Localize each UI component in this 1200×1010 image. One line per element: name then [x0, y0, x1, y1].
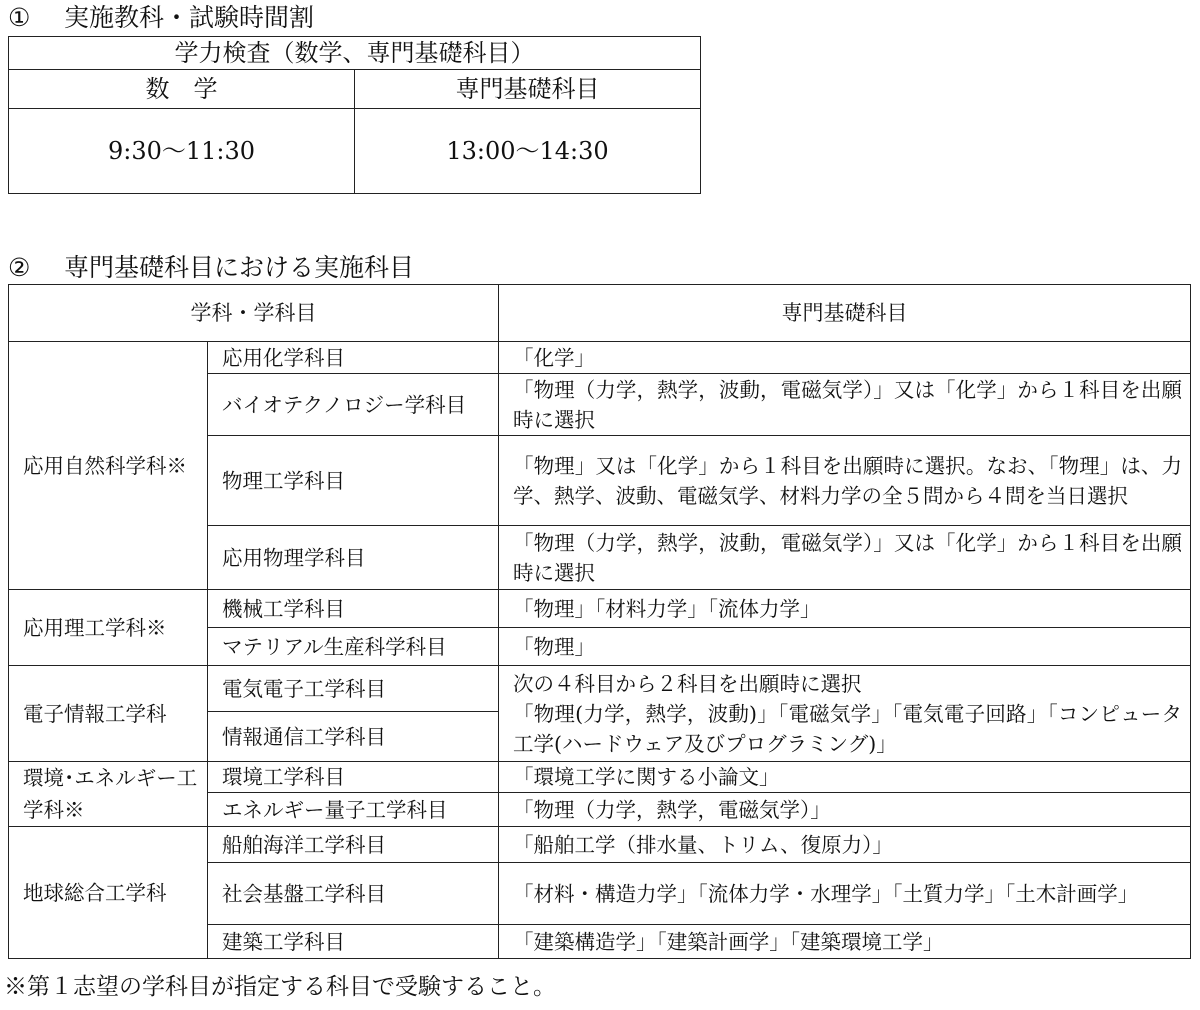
subdepartment-cell: 電気電子工学科目: [208, 666, 499, 712]
subdepartment-cell: 環境工学科目: [208, 762, 499, 793]
department-applied-natural-science: 応用自然科学科※: [9, 342, 208, 590]
subdepartment-cell: 建築工学科目: [208, 925, 499, 959]
subdepartment-cell: マテリアル生産科学科目: [208, 628, 499, 666]
column-math: 数 学: [9, 70, 355, 109]
subjects-cell: 「物理（力学，熱学，波動，電磁気学）」又は「化学」から１科目を出願時に選択: [499, 374, 1191, 436]
subdepartment-cell: 物理工学科目: [208, 436, 499, 526]
subdepartment-cell: 社会基盤工学科目: [208, 863, 499, 925]
timetable: [8, 36, 701, 194]
subjects-cell: 「船舶工学（排水量、トリム、復原力）」: [499, 827, 1191, 863]
department-applied-science-engineering: 応用理工学科※: [9, 590, 208, 666]
header-subjects: 専門基礎科目: [499, 285, 1191, 342]
subjects-cell: 次の４科目から２科目を出願時に選択 「物理(力学，熱学，波動)」「電磁気学」「電気電子回路」「コンピュータ工学(ハードウェア及びプログラミング)」: [499, 666, 1191, 762]
time-math: 9:30～11:30: [9, 109, 355, 194]
subjects-cell: 「物理」: [499, 628, 1191, 666]
section-2-heading: [8, 254, 414, 282]
subjects-cell: 「環境工学に関する小論文」: [499, 762, 1191, 793]
timetable-header: 学力検査（数学、専門基礎科目）: [9, 37, 701, 70]
subdepartment-cell: 機械工学科目: [208, 590, 499, 628]
column-specialized: 専門基礎科目: [355, 70, 701, 109]
table-row: [9, 666, 1191, 712]
subdepartment-cell: エネルギー量子工学科目: [208, 793, 499, 827]
table-row: [9, 590, 1191, 628]
table-row: [9, 342, 1191, 374]
subjects-table: [8, 284, 1191, 959]
table-header-row: [9, 285, 1191, 342]
subjects-cell: 「材料・構造力学」「流体力学・水理学」「土質力学」「土木計画学」: [499, 863, 1191, 925]
subjects-cell: 「物理」「材料力学」「流体力学」: [499, 590, 1191, 628]
department-environment-energy: 環境･エネルギー工学科※: [9, 762, 208, 827]
subdepartment-cell: 船舶海洋工学科目: [208, 827, 499, 863]
subjects-cell: 「物理」又は「化学」から１科目を出願時に選択。なお、「物理」は、力学、熱学、波動、電磁気学、材料力学の全５問から４問を当日選択: [499, 436, 1191, 526]
section-2-number: ②: [8, 253, 31, 282]
subdepartment-cell: 応用物理学科目: [208, 526, 499, 590]
section-1-heading: [8, 4, 314, 32]
department-global-architecture: 地球総合工学科: [9, 827, 208, 959]
subjects-cell: 「建築構造学」「建築計画学」「建築環境工学」: [499, 925, 1191, 959]
subjects-cell: 「化学」: [499, 342, 1191, 374]
department-electronic-information: 電子情報工学科: [9, 666, 208, 762]
section-1-title: 実施教科・試験時間割: [64, 3, 315, 32]
header-department: 学科・学科目: [9, 285, 499, 342]
table-row: [9, 762, 1191, 793]
subdepartment-cell: バイオテクノロジー学科目: [208, 374, 499, 436]
table-row: [9, 827, 1191, 863]
section-2-title: 専門基礎科目における実施科目: [64, 253, 415, 282]
time-specialized: 13:00～14:30: [355, 109, 701, 194]
subdepartment-cell: 情報通信工学科目: [208, 712, 499, 762]
subdepartment-cell: 応用化学科目: [208, 342, 499, 374]
footnote: ※第１志望の学科目が指定する科目で受験すること。: [4, 974, 556, 1000]
subjects-cell: 「物理（力学，熱学，電磁気学）」: [499, 793, 1191, 827]
section-1-number: ①: [8, 3, 31, 32]
subjects-cell: 「物理（力学，熱学，波動，電磁気学）」又は「化学」から１科目を出願時に選択: [499, 526, 1191, 590]
